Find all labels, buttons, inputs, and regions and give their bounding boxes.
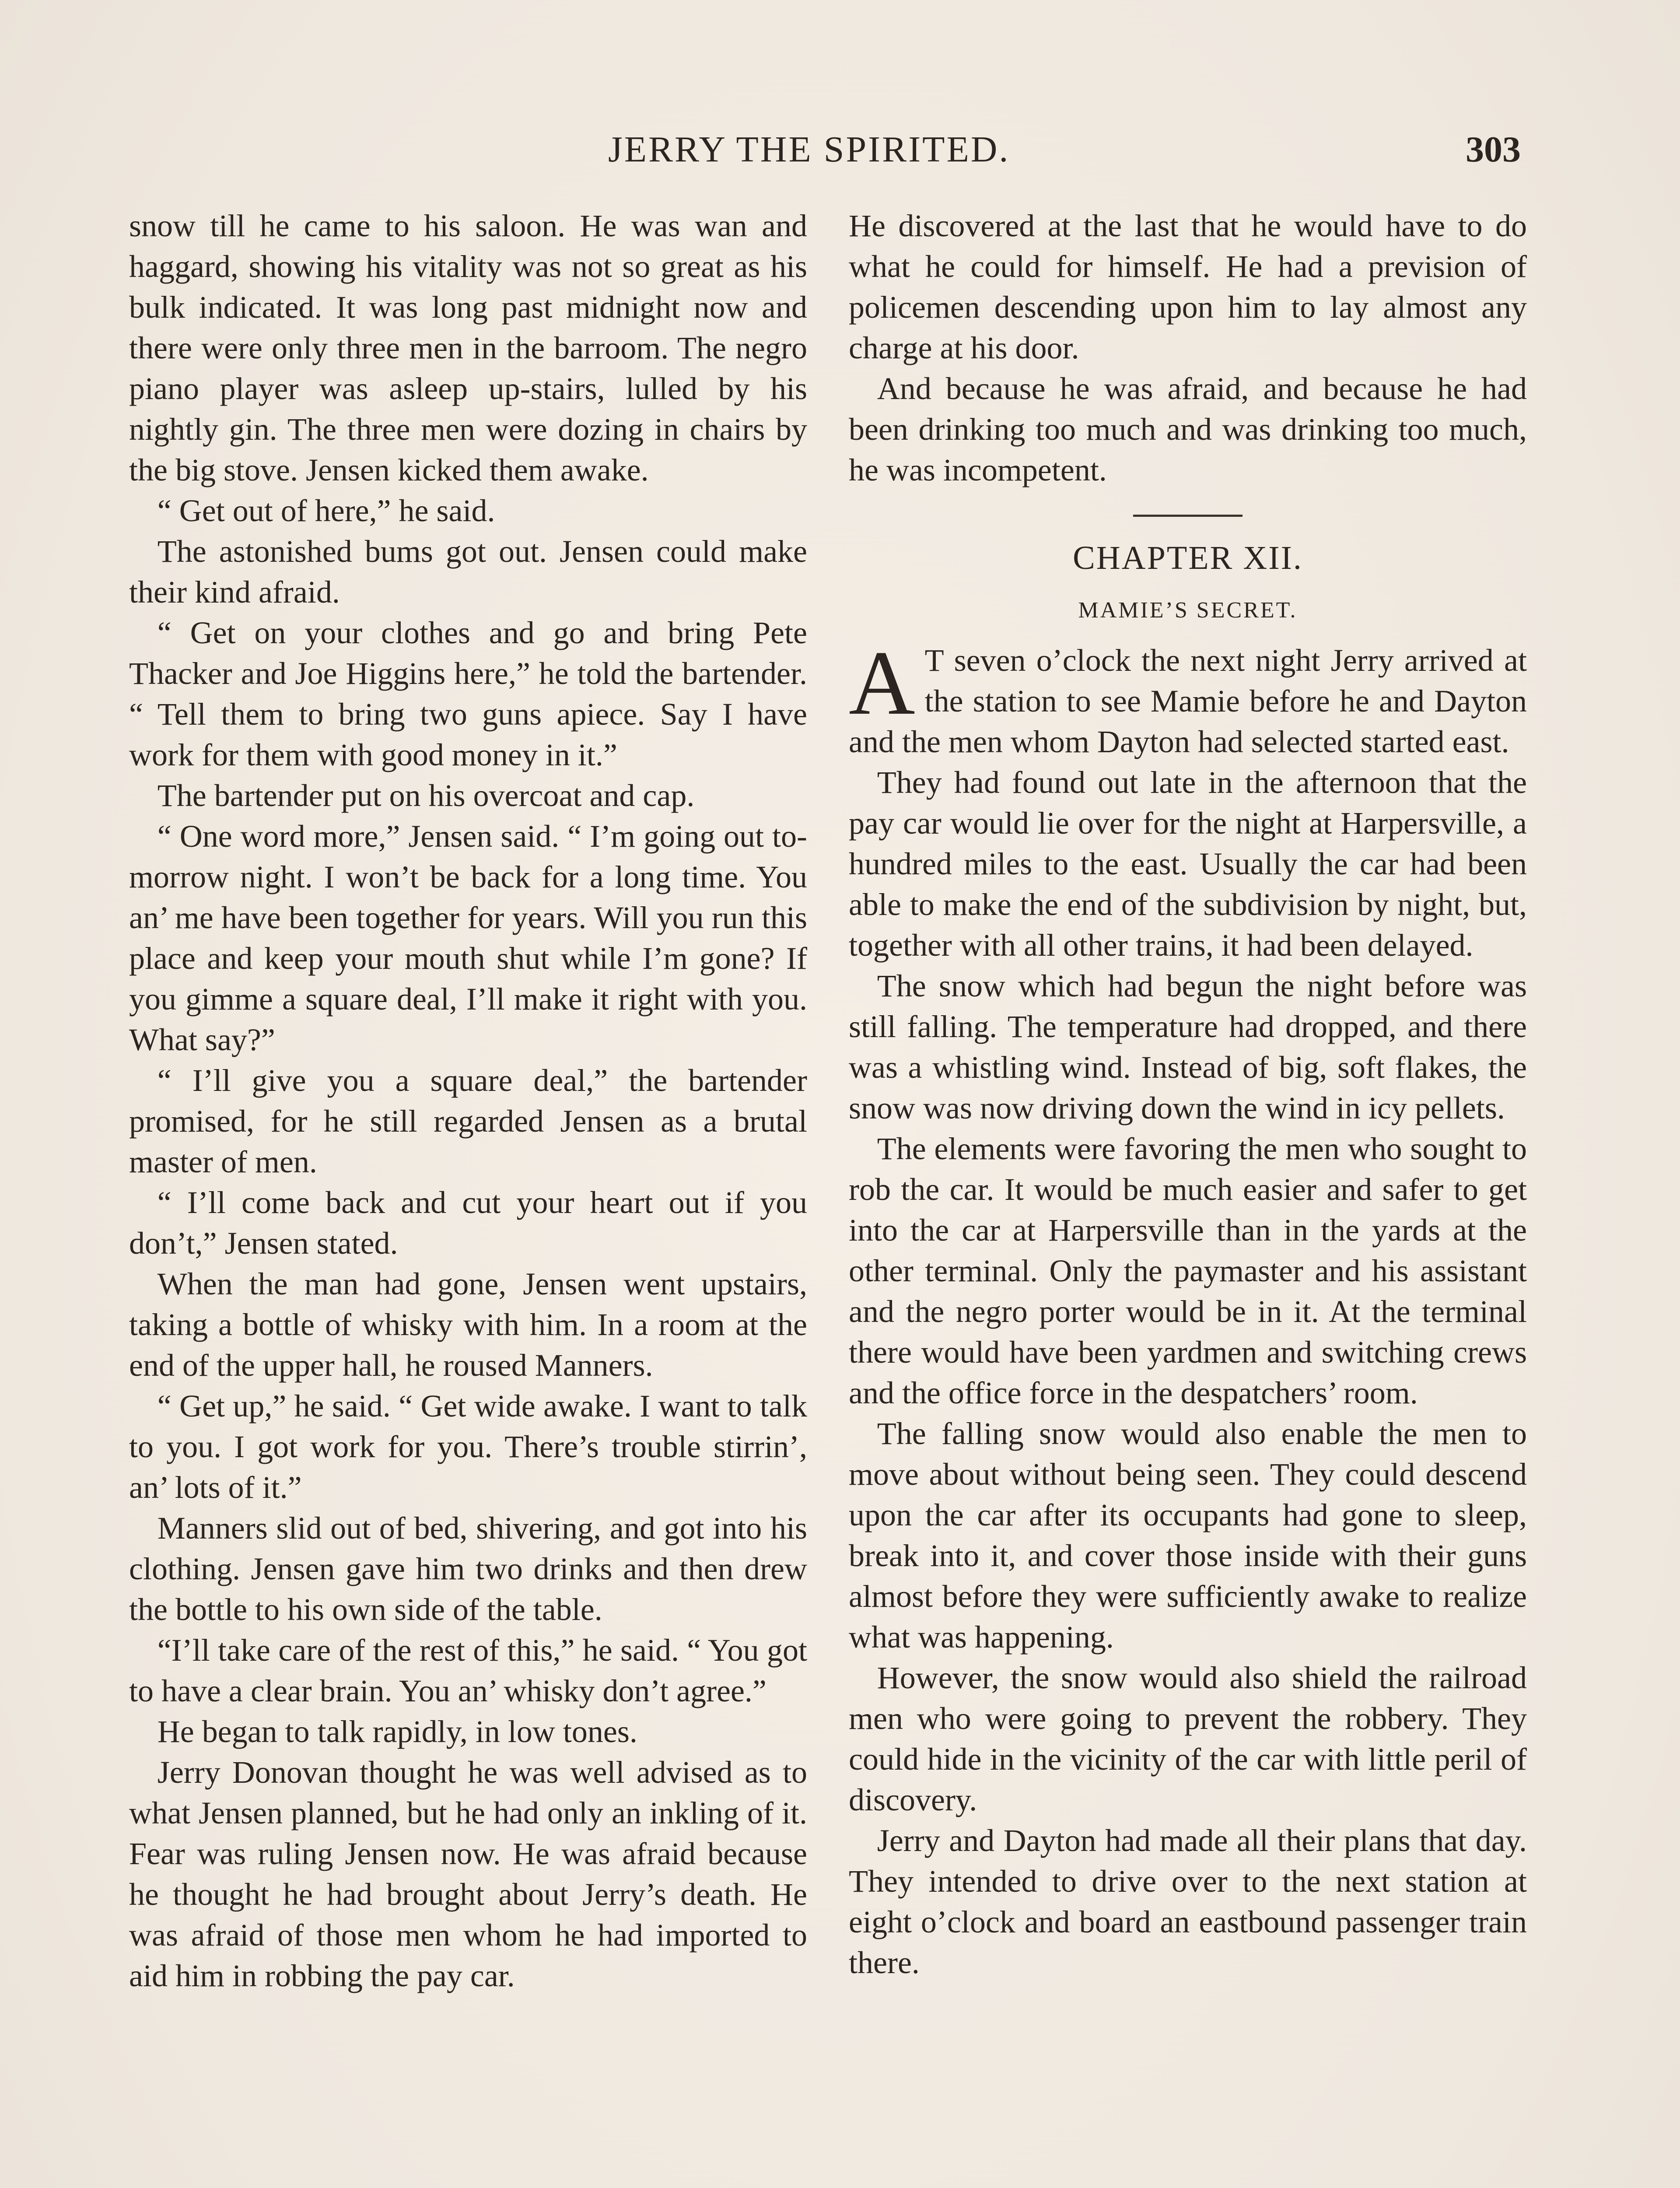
left-column [129, 206, 807, 1996]
paragraph: Jerry Donovan thought he was well advised as to what Jensen planned, but he had only an inkling of it. Fear was ruling Jensen now. He was afraid because he thought he had brought about Jerry’s death. He was afraid of those men whom he had imported to aid him in robbing the pay car. [129, 1755, 807, 1993]
paragraph: “ One word more,” Jensen said. “ I’m going out to-morrow night. I won’t be back for a long time. You an’ me have been together for years. Will you run this place and keep your mouth shut while I’m gone? If you gimme a square deal, I’ll make it right with you. What say?” [129, 819, 807, 1057]
paragraph: However, the snow would also shield the railroad men who were going to prevent the robbery. They could hide in the vicinity of the car with little peril of discovery. [849, 1660, 1527, 1817]
paragraph: “ I’ll give you a square deal,” the bartender promised, for he still regarded Jensen as a brutal master of men. [129, 1063, 807, 1179]
paragraph: The elements were favoring the men who sought to rob the car. It would be much easier and safer to get into the car at Harpersville than in the yards at the other terminal. Only the paymaster and his assistant and the negro porter would be in it. At the terminal there would have been yardmen and switching crews and the office force in the despatchers’ room. [849, 1131, 1527, 1410]
section-divider [1133, 515, 1242, 517]
page-number: 303 [1466, 129, 1521, 170]
paragraph: The astonished bums got out. Jensen could make their kind afraid. [129, 534, 807, 610]
running-head: JERRY THE SPIRITED. [608, 129, 1010, 170]
paragraph: Jerry and Dayton had made all their plans that day. They intended to drive over to the next station at eight o’clock and board an eastbound passenger train there. [849, 1823, 1527, 1980]
paragraph: And because he was afraid, and because he had been drinking too much and was drinking too much, he was incompetent. [849, 371, 1527, 487]
chapter-subtitle: MAMIE’S SECRET. [1078, 598, 1298, 623]
opening-text: T seven o’clock the next night Jerry arrived at the station to see Mamie before he and Dayton and the men whom Dayton had selected started east. [849, 643, 1527, 759]
paragraph: “ I’ll come back and cut your heart out if you don’t,” Jensen stated. [129, 1185, 807, 1261]
paragraph: He discovered at the last that he would have to do what he could for himself. He had a prevision of policemen descending upon him to lay almost any charge at his door. [849, 208, 1527, 365]
right-column [849, 206, 1527, 1983]
paragraph: “ Get up,” he said. “ Get wide awake. I want to talk to you. I got work for you. There’s trouble stirrin’, an’ lots of it.” [129, 1389, 807, 1505]
paragraph: The snow which had begun the night before was still falling. The temperature had dropped, and there was a whistling wind. Instead of big, soft flakes, the snow was now driving down the wind in icy pellets. [849, 968, 1527, 1126]
paragraph: When the man had gone, Jensen went upstairs, taking a bottle of whisky with him. In a room at the end of the upper hall, he roused Manners. [129, 1266, 807, 1383]
paragraph: “ Get out of here,” he said. [157, 493, 495, 528]
paragraph: snow till he came to his saloon. He was wan and haggard, showing his vitality was not so great as his bulk indicated. It was long past midnight now and there were only three men in the barroom. The negro piano player was asleep up-stairs, lulled by his nightly gin. The three men were dozing in chairs by the big stove. Jensen kicked them awake. [129, 208, 807, 487]
paragraph: He began to talk rapidly, in low tones. [157, 1714, 637, 1749]
paragraph: “ Get on your clothes and go and bring Pete Thacker and Joe Higgins here,” he told the bartender. “ Tell them to bring two guns apiece. Say I have work for them with good money in it.” [129, 615, 807, 772]
chapter-title: CHAPTER XII. [1073, 540, 1303, 576]
paragraph: Manners slid out of bed, shivering, and got into his clothing. Jensen gave him two drinks and then drew the bottle to his own side of the table. [129, 1511, 807, 1627]
chapter-opening-paragraph [849, 632, 1527, 762]
paragraph: “I’ll take care of the rest of this,” he said. “ You got to have a clear brain. You an’ whisky don’t agree.” [129, 1633, 807, 1708]
paragraph: The falling snow would also enable the men to move about without being seen. They could descend upon the car after its occupants had gone to sleep, break into it, and cover those inside with their guns almost before they were sufficiently awake to realize what was happening. [849, 1416, 1527, 1655]
drop-cap: A [849, 632, 915, 734]
paragraph: They had found out late in the afternoon that the pay car would lie over for the night at Harpersville, a hundred miles to the east. Usually the car had been able to make the end of the subdivision by night, but, together with all other trains, it had been delayed. [849, 765, 1527, 963]
paragraph: The bartender put on his overcoat and cap. [157, 778, 695, 813]
